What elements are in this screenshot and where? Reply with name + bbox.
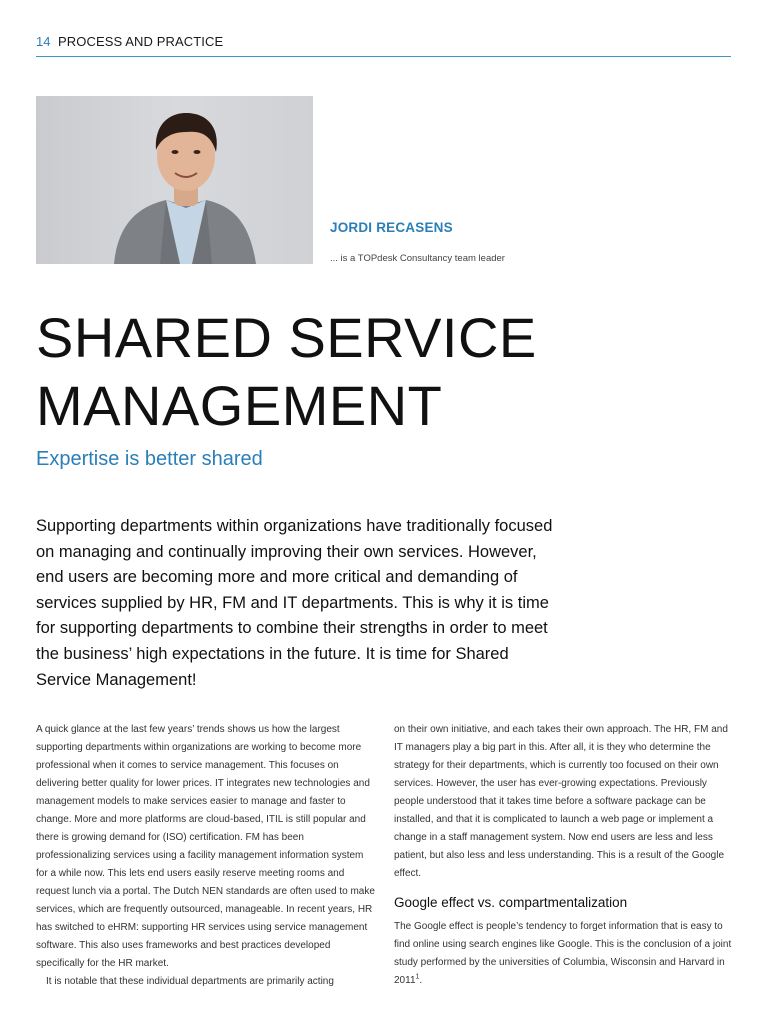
- page-number: 14: [36, 34, 51, 49]
- body-paragraph: The Google effect is people’s tendency to forget information that is easy to find online using search engines like Google. This is the conclusion of a joint study performed by the universities of Columbia, Wisconsin and Harvard in 2011$^1$.: [394, 921, 732, 986]
- page-header: [36, 34, 731, 57]
- intro-paragraph: Supporting departments within organizations have traditionally focused on managing and continually improving their own services. However, end users are becoming more and more critical and demanding of services supplied by HR, FM and IT departments. This is why it is time for supporting departments to combine their strengths in order to meet the business’ high expectations in the future. It is time for Shared Service Management!: [36, 517, 553, 689]
- section-title: PROCESS AND PRACTICE: [58, 34, 224, 49]
- title-line-2: MANAGEMENT: [36, 374, 443, 437]
- article-subtitle: Expertise is better shared: [36, 448, 263, 470]
- title-line-1: SHARED SERVICE: [36, 306, 537, 369]
- author-name: JORDI RECASENS: [330, 220, 453, 235]
- body-paragraph: A quick glance at the last few years’ trends shows us how the largest supporting departments within organizations are working to become more professional when it comes to service management. This focuses on delivering better quality for lower prices. IT integrates new technologies and management models to make services easier to manage and faster to change. More and more platforms are cloud-based, ITIL is still popular and there is growing demand for (ISO) certification. FM has been professionalizing services using a facility management information system for a while now. This lets end users easily reserve meeting rooms and request lunch via a portal. The Dutch NEN standards are often used to make services, which are frequently outsourced, manageable. In recent years, HR has switched to eHRM: supporting HR services using service management software. This also uses frameworks and best practices developed specifically for the HR market.: [36, 724, 375, 969]
- body-column-right: [394, 721, 732, 990]
- body-paragraph: It is notable that these individual departments are primarily acting: [46, 976, 334, 987]
- body-column-left: [36, 721, 376, 991]
- body-paragraph: on their own initiative, and each takes their own approach. The HR, FM and IT managers play a big part in this. After all, it is they who determine the strategy for their departments, which is currently too focused on their own services. However, the user has ever-growing expectations. Previously people understood that it takes time before a software package can be installed, and that it is complicated to launch a web page or implement a change in a staff management system. Now end users are less and less patient, but also less and less understanding. This is a result of the Google effect.: [394, 724, 728, 879]
- section-subheading: Google effect vs. compartmentalization: [394, 895, 628, 910]
- author-photo: [36, 96, 313, 264]
- article-title: [36, 304, 537, 440]
- author-description: ... is a TOPdesk Consultancy team leader: [330, 253, 505, 264]
- footnote-ref: 1: [415, 973, 420, 981]
